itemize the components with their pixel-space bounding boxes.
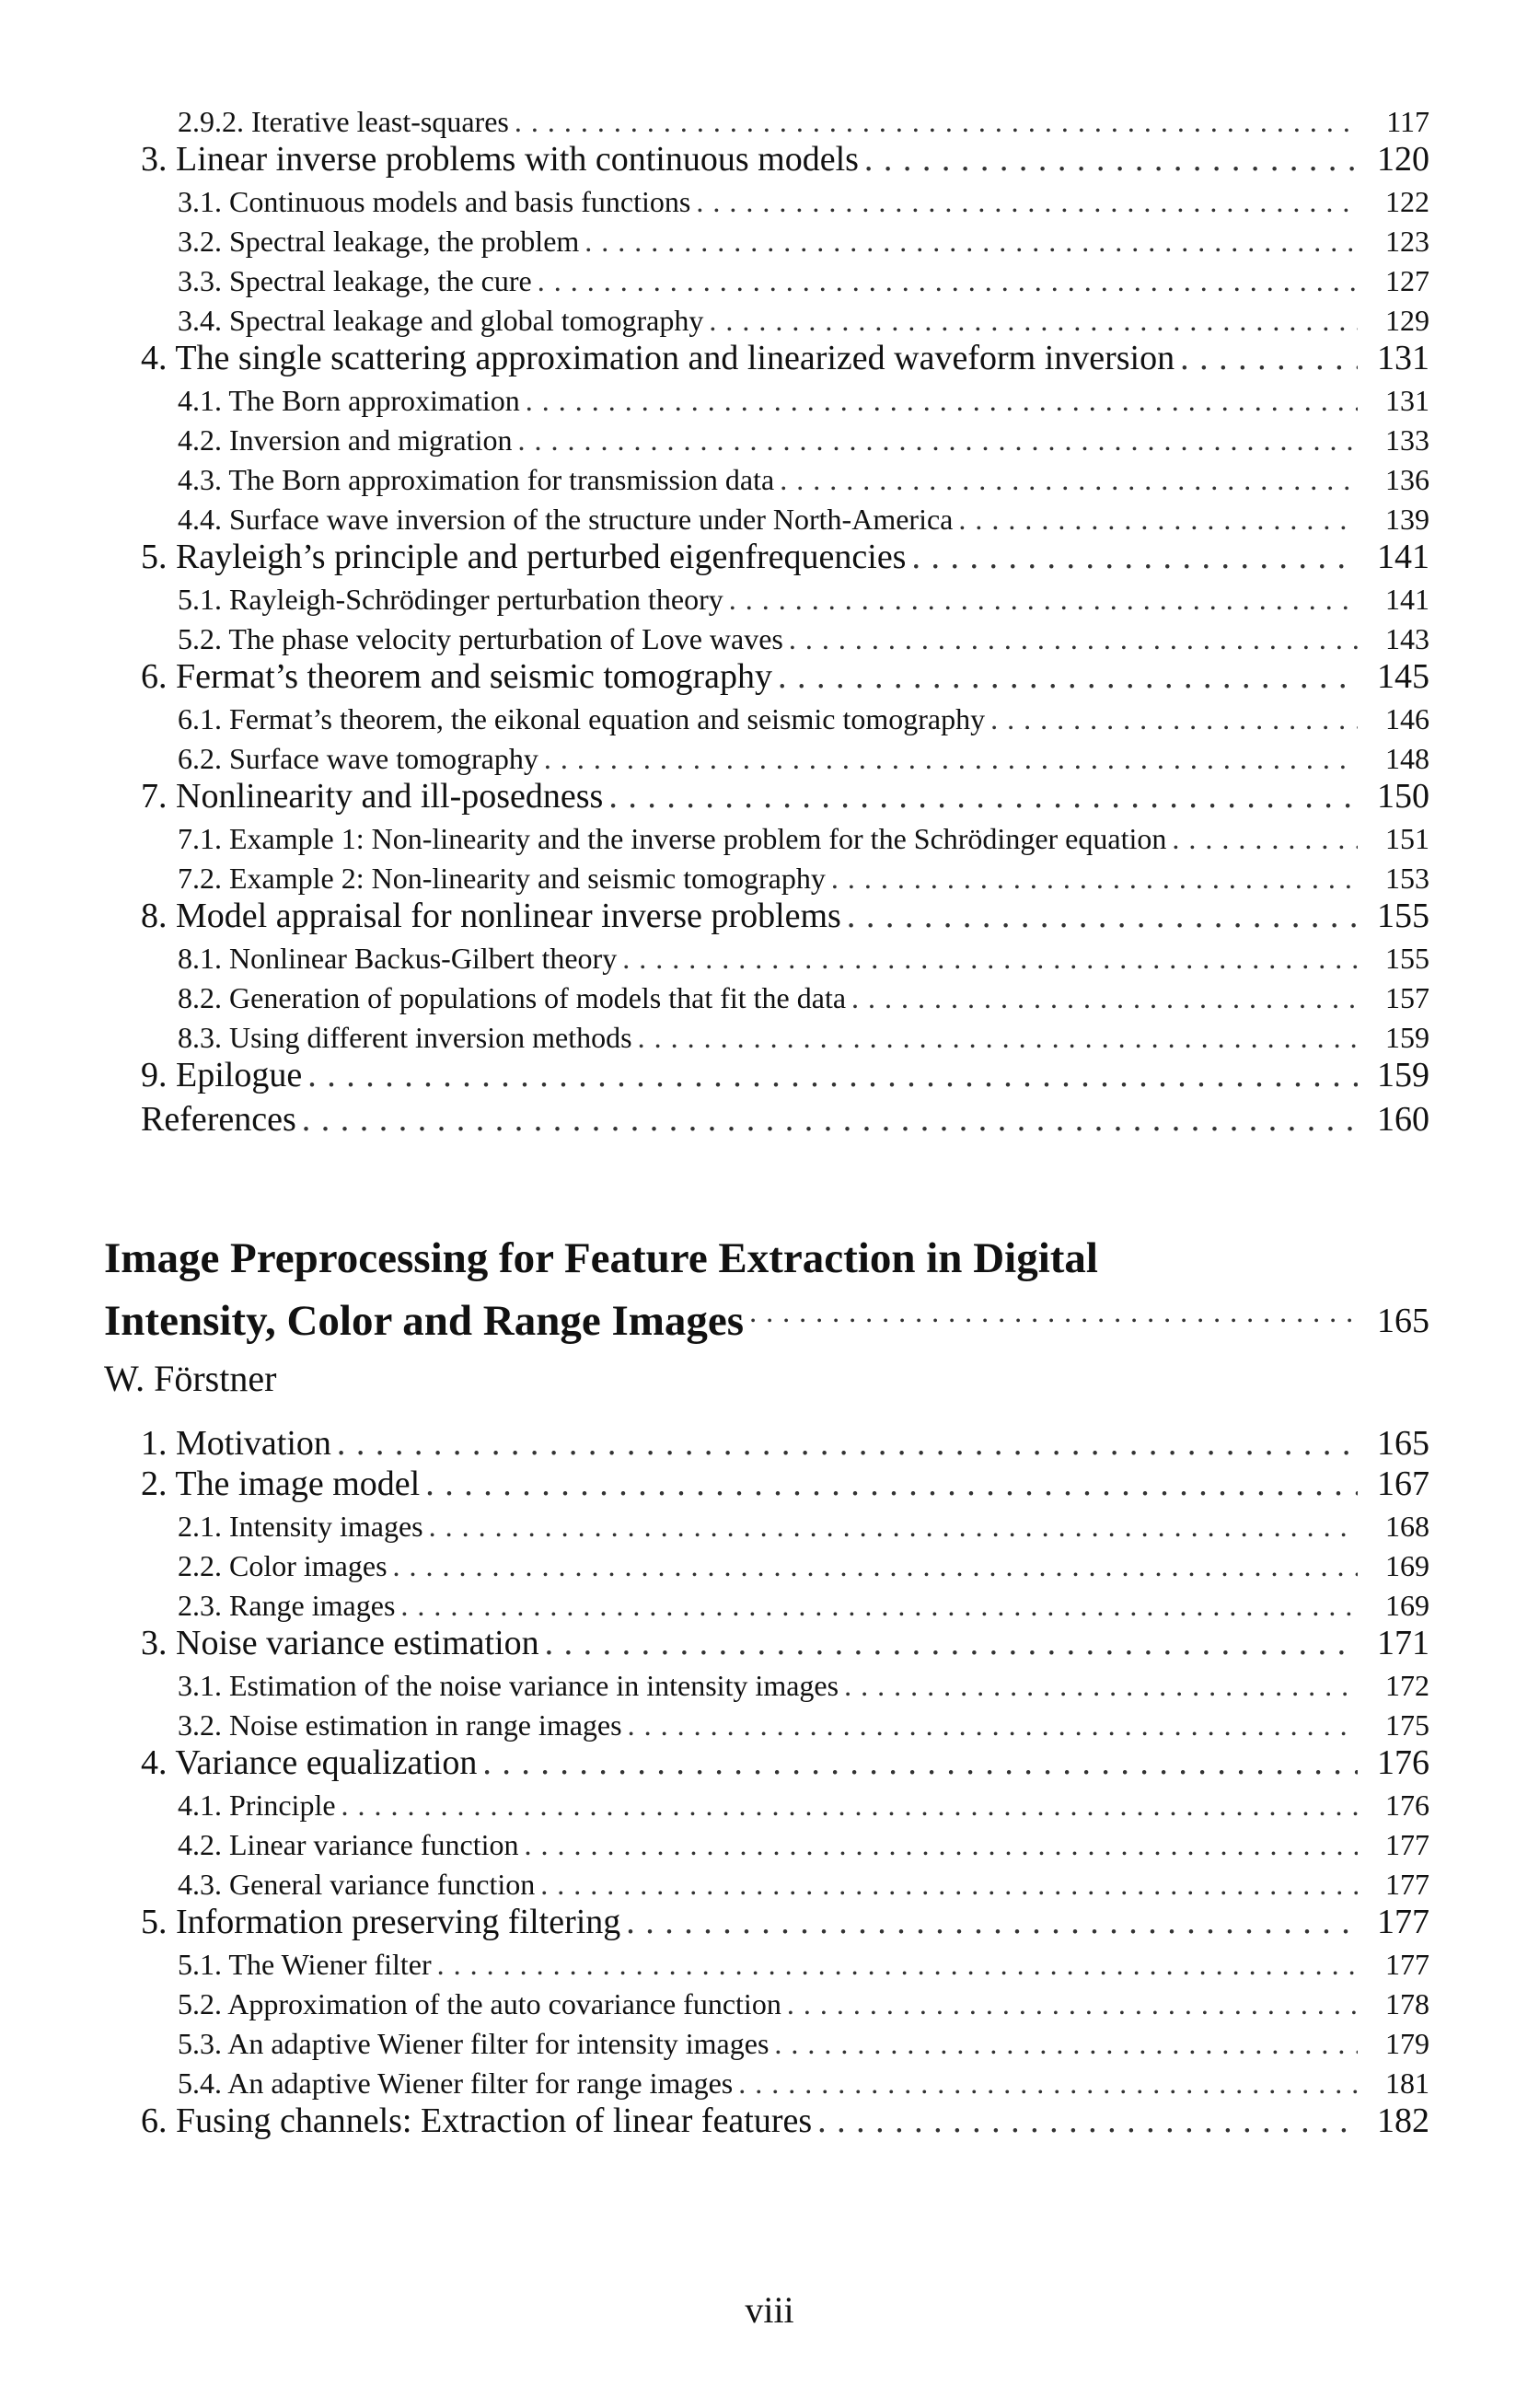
toc-entry-title: 3.1. Estimation of the noise variance in intensity images: [178, 1669, 839, 1702]
dot-leader: [517, 423, 1358, 457]
toc-entry-page: 176: [1385, 1789, 1429, 1822]
toc-entry-page: 155: [1385, 942, 1429, 975]
dot-leader: [525, 1828, 1359, 1862]
section-title-line2-row: [104, 1285, 1429, 1348]
toc-entry-title: 5. Rayleigh’s principle and perturbed eigenfrequencies: [141, 538, 907, 576]
toc-entry: [141, 1055, 1429, 1095]
dot-leader: [608, 776, 1358, 816]
dot-leader: [738, 2066, 1358, 2101]
dot-leader: [787, 1987, 1358, 2021]
toc-entry: [141, 577, 1429, 617]
toc-entry: [141, 497, 1429, 537]
toc-entry: [141, 697, 1429, 736]
toc-entry-page: 153: [1385, 862, 1429, 895]
dot-leader: [709, 304, 1358, 338]
toc-entry-page: 176: [1377, 1743, 1429, 1782]
dot-leader: [847, 896, 1358, 936]
dot-leader: [622, 942, 1358, 976]
section-title-line2: Intensity, Color and Range Images: [104, 1297, 745, 1345]
toc-entry: [141, 1464, 1429, 1504]
toc-entry-title: 3.2. Noise estimation in range images: [178, 1708, 622, 1742]
dot-leader: [1172, 822, 1358, 856]
toc-entry-title: 3. Linear inverse problems with continuous models: [141, 140, 859, 179]
toc-entry-title: References: [141, 1100, 296, 1139]
toc-entry-title: 3.2. Spectral leakage, the problem: [178, 225, 580, 258]
toc-entry: [141, 1663, 1429, 1703]
toc-entry-page: 167: [1377, 1464, 1429, 1503]
toc-entry-page: 178: [1385, 1987, 1429, 2020]
dot-leader: [515, 105, 1358, 139]
toc-entry-title: 7.1. Example 1: Non-linearity and the inverse problem for the Schrödinger equation: [178, 822, 1167, 855]
toc-entry: [141, 816, 1429, 856]
toc-entry-page: 146: [1385, 702, 1429, 735]
toc-entry-title: 3.3. Spectral leakage, the cure: [178, 264, 532, 297]
dot-leader: [990, 702, 1358, 736]
toc-entry-title: 4.4. Surface wave inversion of the structure under North-America: [178, 503, 954, 536]
dot-leader: [544, 742, 1358, 776]
dot-leader: [780, 463, 1358, 497]
dot-leader: [831, 862, 1358, 896]
toc-entry-title: 4.2. Linear variance function: [178, 1828, 519, 1861]
dot-leader: [437, 1948, 1358, 1982]
dot-leader: [425, 1464, 1358, 1504]
toc-entry-page: 155: [1377, 897, 1429, 935]
toc-entry-page: 141: [1377, 538, 1429, 576]
toc-entry-page: 172: [1385, 1669, 1429, 1702]
toc-entry-page: 141: [1385, 583, 1429, 616]
dot-leader: [844, 1669, 1358, 1703]
toc-entry-title: 5.2. Approximation of the auto covariance function: [178, 1987, 781, 2020]
toc-entry: [141, 1504, 1429, 1544]
toc-entry-title: 5.2. The phase velocity perturbation of Love waves: [178, 622, 783, 655]
toc-entry-title: 8.3. Using different inversion methods: [178, 1021, 632, 1054]
toc-entry-page: 117: [1386, 105, 1429, 138]
toc-entry: [141, 656, 1429, 697]
toc-entry-title: 4.1. Principle: [178, 1789, 336, 1822]
dot-leader: [864, 139, 1358, 179]
toc-entry-title: 6. Fusing channels: Extraction of linear features: [141, 2101, 813, 2140]
toc-entry-title: 8.2. Generation of populations of models that fit the data: [178, 981, 847, 1014]
dot-leader: [307, 1055, 1358, 1095]
toc-entry-page: 131: [1385, 384, 1429, 417]
section-title: [104, 1232, 1429, 1348]
toc-entry: [141, 856, 1429, 896]
toc-entry-page: 122: [1385, 185, 1429, 218]
toc-entry-title: 2.9.2. Iterative least-squares: [178, 105, 509, 138]
toc-entry-title: 5.1. The Wiener filter: [178, 1948, 432, 1981]
toc-entry-page: 169: [1385, 1589, 1429, 1622]
toc-entry-page: 139: [1385, 503, 1429, 536]
toc-entry-title: 3.1. Continuous models and basis functions: [178, 185, 691, 218]
toc-entry-title: 3. Noise variance estimation: [141, 1624, 539, 1662]
toc-entry-title: 2.2. Color images: [178, 1549, 388, 1582]
toc-entry-page: 145: [1377, 657, 1429, 696]
toc-entry: [141, 1783, 1429, 1823]
toc-entry: [141, 617, 1429, 656]
dot-leader: [789, 622, 1358, 656]
page-folio: viii: [745, 2289, 794, 2331]
toc-entry: [141, 1742, 1429, 1783]
toc-entry-page: 131: [1377, 339, 1429, 377]
toc-entry-page: 120: [1377, 140, 1429, 179]
toc-entry: [141, 1982, 1429, 2021]
dot-leader: [729, 583, 1358, 617]
toc-entry-title: 6.1. Fermat’s theorem, the eikonal equation and seismic tomography: [178, 702, 986, 735]
toc-entry-page: 171: [1377, 1624, 1429, 1662]
toc-entry: [141, 298, 1429, 338]
toc-entry-title: 5.4. An adaptive Wiener filter for range images: [178, 2066, 734, 2100]
toc-entry: [141, 537, 1429, 577]
dot-leader: [911, 537, 1358, 577]
dot-leader: [545, 1623, 1358, 1663]
toc-entry-page: 129: [1385, 304, 1429, 337]
toc-entry: [141, 99, 1429, 139]
dot-leader: [341, 1789, 1358, 1823]
toc-entry-page: 123: [1385, 225, 1429, 258]
toc-entry-page: 136: [1385, 463, 1429, 496]
toc-entry-page: 151: [1385, 822, 1429, 855]
dot-leader: [817, 2101, 1358, 2141]
toc-list-part2: [141, 1423, 1429, 2141]
toc-entry-title: 4.1. The Born approximation: [178, 384, 520, 417]
toc-entry-title: 2. The image model: [141, 1464, 421, 1503]
toc-entry-title: 8. Model appraisal for nonlinear inverse problems: [141, 897, 841, 935]
section-title-line1: Image Preprocessing for Feature Extraction in Digital: [104, 1234, 1098, 1282]
toc-entry-page: 127: [1385, 264, 1429, 297]
toc-entry-title: 1. Motivation: [141, 1424, 331, 1463]
toc-entry-title: 6. Fermat’s theorem and seismic tomography: [141, 657, 772, 696]
toc-entry: [141, 378, 1429, 418]
toc-list-part1: [141, 99, 1429, 1140]
toc-entry: [141, 1423, 1429, 1464]
section-author: W. Förstner: [104, 1358, 277, 1399]
toc-entry: [141, 2061, 1429, 2101]
toc-entry-title: 9. Epilogue: [141, 1056, 303, 1094]
dot-leader: [526, 384, 1358, 418]
toc-entry-page: 159: [1377, 1056, 1429, 1094]
dot-leader: [958, 503, 1358, 537]
toc-entry: [141, 1015, 1429, 1055]
dot-leader: [774, 2027, 1358, 2061]
dot-leader: [584, 225, 1358, 259]
dot-leader: [393, 1549, 1358, 1583]
dot-leader: [696, 185, 1358, 219]
toc-entry-title: 4. The single scattering approximation and linearized waveform inversion: [141, 339, 1175, 377]
toc-entry: [141, 338, 1429, 378]
toc-entry-title: 5.3. An adaptive Wiener filter for intensity images: [178, 2027, 770, 2060]
toc-entry: [141, 776, 1429, 816]
toc-entry-page: 133: [1385, 423, 1429, 457]
dot-leader: [626, 1902, 1358, 1942]
toc-entry-page: 181: [1385, 2066, 1429, 2100]
toc-entry: [141, 1583, 1429, 1623]
toc-entry-title: 5. Information preserving filtering: [141, 1903, 621, 1941]
toc-entry-title: 5.1. Rayleigh-Schrödinger perturbation theory: [178, 583, 723, 616]
dot-leader: [429, 1510, 1358, 1544]
toc-entry-title: 7. Nonlinearity and ill-posedness: [141, 777, 604, 816]
toc-entry-page: 182: [1377, 2101, 1429, 2140]
toc-entry-title: 4. Variance equalization: [141, 1743, 478, 1782]
toc-entry-title: 2.1. Intensity images: [178, 1510, 423, 1543]
toc-entry: [141, 2021, 1429, 2061]
dot-leader: [482, 1742, 1358, 1783]
toc-entry-page: 175: [1385, 1708, 1429, 1742]
dot-leader: [851, 981, 1358, 1015]
toc-entry-page: 143: [1385, 622, 1429, 655]
toc-entry-page: 157: [1385, 981, 1429, 1014]
toc-entry: [141, 1623, 1429, 1663]
toc-entry: [141, 1823, 1429, 1862]
toc-entry-page: 160: [1377, 1100, 1429, 1139]
toc-entry: [141, 179, 1429, 219]
toc-entry: [141, 2101, 1429, 2141]
toc-entry: [141, 936, 1429, 976]
toc-entry: [141, 1862, 1429, 1902]
toc-entry-page: 148: [1385, 742, 1429, 775]
dot-leader: [540, 1868, 1358, 1902]
toc-entry-title: 8.1. Nonlinear Backus-Gilbert theory: [178, 942, 618, 975]
dot-leader: [749, 1285, 1358, 1338]
toc-entry: [141, 418, 1429, 457]
toc-entry-page: 169: [1385, 1549, 1429, 1582]
dot-leader: [538, 264, 1358, 298]
toc-entry-page: 177: [1385, 1948, 1429, 1981]
toc-entry: [141, 896, 1429, 936]
toc-entry-page: 177: [1385, 1828, 1429, 1861]
toc-entry-title: 2.3. Range images: [178, 1589, 396, 1622]
toc-entry-page: 165: [1377, 1424, 1429, 1463]
toc-entry: [141, 976, 1429, 1015]
section-page-number: 165: [1377, 1302, 1429, 1340]
toc-entry: [141, 1544, 1429, 1583]
toc-entry: [141, 259, 1429, 298]
toc-entry-page: 177: [1385, 1868, 1429, 1901]
toc-entry: [141, 1095, 1429, 1140]
dot-leader: [1180, 338, 1358, 378]
toc-entry: [141, 457, 1429, 497]
toc-entry-title: 3.4. Spectral leakage and global tomography: [178, 304, 704, 337]
toc-entry-page: 177: [1377, 1903, 1429, 1941]
toc-entry-page: 179: [1385, 2027, 1429, 2060]
dot-leader: [628, 1708, 1358, 1742]
toc-entry-page: 159: [1385, 1021, 1429, 1054]
toc-entry: [141, 736, 1429, 776]
toc-entry-title: 7.2. Example 2: Non-linearity and seismic tomography: [178, 862, 826, 895]
toc-entry: [141, 1902, 1429, 1942]
toc-entry-title: 4.3. The Born approximation for transmission data: [178, 463, 775, 496]
toc-entry: [141, 1703, 1429, 1742]
toc-entry: [141, 219, 1429, 259]
dot-leader: [400, 1589, 1358, 1623]
dot-leader: [302, 1099, 1358, 1140]
toc-entry: [141, 1942, 1429, 1982]
dot-leader: [337, 1423, 1358, 1464]
dot-leader: [778, 656, 1358, 697]
toc-entry-title: 6.2. Surface wave tomography: [178, 742, 538, 775]
dot-leader: [638, 1021, 1358, 1055]
toc-entry: [141, 139, 1429, 179]
toc-entry-title: 4.3. General variance function: [178, 1868, 536, 1901]
toc-entry-title: 4.2. Inversion and migration: [178, 423, 513, 457]
toc-entry-page: 168: [1385, 1510, 1429, 1543]
toc-entry-page: 150: [1377, 777, 1429, 816]
